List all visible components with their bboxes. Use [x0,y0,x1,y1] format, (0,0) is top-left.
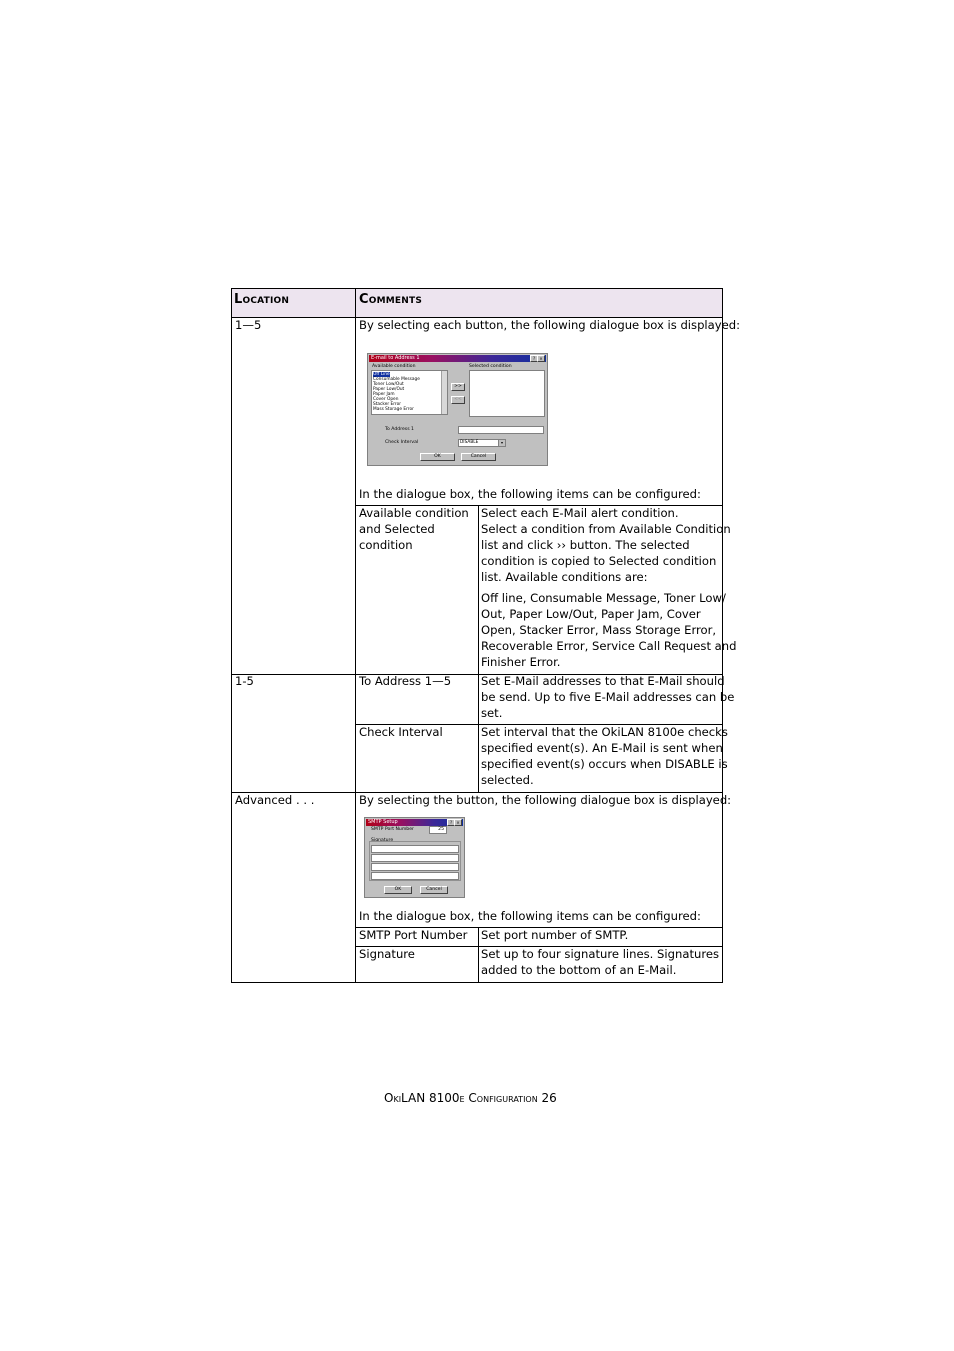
desc-line: Recoverable Error, Service Call Request and [481,639,737,653]
header-location: Location [234,292,290,307]
desc-line: Out, Paper Low/Out, Paper Jam, Cover [481,607,701,621]
signature-label: Signature [371,838,394,843]
selected-condition-list[interactable] [469,370,545,417]
name-line: Available condition [359,506,469,520]
desc-line: Set port number of SMTP. [481,928,629,942]
check-interval-name: Check Interval [359,725,443,739]
desc-line: set. [481,706,503,720]
signature-name: Signature [359,947,415,961]
desc-line: Select a condition from Available Condition [481,522,731,536]
desc-line: Select each E-Mail alert condition. [481,506,679,520]
available-condition-desc [481,505,731,585]
smtp-port-value: 25 [438,827,444,832]
desc-line: Set interval that the OkiLAN 8100e checks [481,725,728,739]
chevron-down-icon[interactable]: ▾ [498,440,505,446]
desc-line: Off line, Consumable Message, Toner Low/ [481,591,726,605]
desc-line: be send. Up to five E-Mail addresses can be [481,690,735,704]
row3-intro: By selecting the button, the following dialogue box is displayed: [359,793,732,807]
row3-location: Advanced . . . [235,793,315,807]
desc-line: Finisher Error. [481,655,561,669]
signature-line-1[interactable] [371,845,459,853]
smtp-port-desc [481,927,628,943]
list-item[interactable]: Mass Storage Error [373,407,414,412]
desc-line: condition is copied to Selected condition [481,554,717,568]
list-scrollbar[interactable] [441,371,447,414]
desc-line: specified event(s). An E-Mail is sent when [481,741,723,755]
desc-line: selected. [481,773,534,787]
desc-line: added to the bottom of an E-Mail. [481,963,677,977]
available-condition-name [359,505,469,553]
list-item[interactable]: Paper Low/Out [373,387,405,392]
to-address-label: To Address 1 [385,427,414,432]
signature-desc [481,946,719,978]
name-line: and Selected [359,522,435,536]
remove-condition-button[interactable]: << [451,396,465,404]
available-condition-list-text [481,590,736,670]
available-condition-list[interactable] [371,370,448,415]
desc-line: list. Available conditions are: [481,570,648,584]
to-address-name: To Address 1—5 [359,674,452,688]
row1-after-dialog: In the dialogue box, the following items can be configured: [359,487,701,501]
smtp-setup-dialog-screenshot [364,817,465,898]
smtp-port-label: SMTP Port Number [371,827,414,832]
check-interval-select[interactable] [458,439,506,447]
ok-button[interactable]: OK [384,886,412,894]
row3-after-dialog: In the dialogue box, the following items can be configured: [359,909,701,923]
close-icon[interactable]: × [454,819,462,826]
list-item[interactable]: Cover Open [373,397,399,402]
name-line: condition [359,538,413,552]
smtp-port-field[interactable] [429,826,447,834]
to-address-field[interactable] [458,426,544,434]
signature-line-2[interactable] [371,854,459,862]
list-item[interactable]: Toner Low/Out [373,382,404,387]
list-item[interactable]: Stacker Error [373,402,401,407]
check-interval-value: DISABLE [460,440,479,445]
signature-line-4[interactable] [371,872,459,880]
list-item[interactable]: Consumable Message [373,377,420,382]
to-address-desc [481,673,734,721]
desc-line: list and click ›› button. The selected [481,538,690,552]
desc-line: specified event(s) occurs when DISABLE is [481,757,728,771]
list-item[interactable]: Paper Jam [373,392,395,397]
help-icon[interactable]: ? [530,355,538,362]
available-condition-label: Available condition [372,364,416,369]
cancel-button[interactable]: Cancel [420,886,448,894]
page-footer: OkiLAN 8100e Configuration 26 [384,1091,557,1105]
check-interval-desc [481,724,728,788]
cancel-button[interactable]: Cancel [461,453,496,461]
help-icon[interactable]: ? [447,819,455,826]
row1-intro: By selecting each button, the following dialogue box is displayed: [359,318,741,332]
close-icon[interactable]: × [537,355,545,362]
dialog-title: E-mail to Address 1 [371,355,420,361]
dialog-title: SMTP Setup [368,819,398,825]
ok-button[interactable]: OK [420,453,455,461]
selected-condition-label: Selected condition [469,364,512,369]
header-comments: Comments [359,292,423,307]
email-alert-dialog-screenshot [367,353,548,466]
desc-line: Set E-Mail addresses to that E-Mail should [481,674,725,688]
row1-location: 1—5 [235,318,262,332]
desc-line: Set up to four signature lines. Signatures [481,947,720,961]
desc-line: Open, Stacker Error, Mass Storage Error, [481,623,717,637]
smtp-port-name: SMTP Port Number [359,928,468,942]
signature-line-3[interactable] [371,863,459,871]
dialog-title-bar [369,355,546,362]
check-interval-label: Check Interval [385,440,419,445]
add-condition-button[interactable]: >> [451,383,465,391]
list-item[interactable]: Off Line [373,372,390,377]
row2-location: 1-5 [235,674,254,688]
